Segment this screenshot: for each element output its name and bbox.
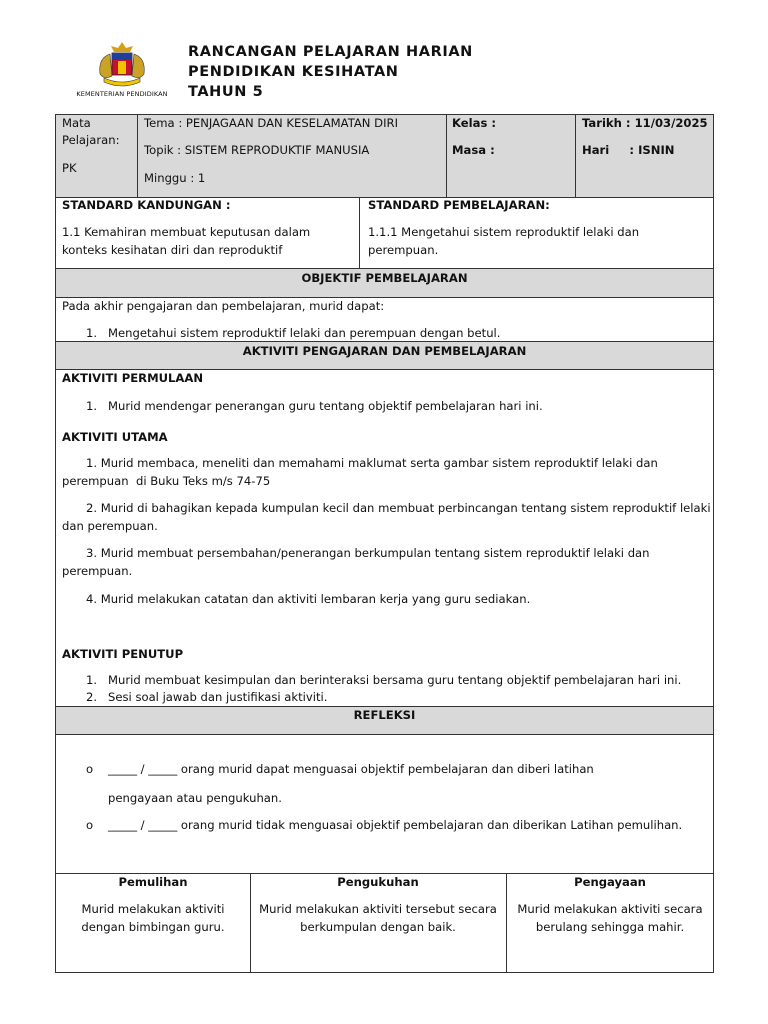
utama-item-cont: perempuan.	[62, 564, 133, 578]
minggu-text: Minggu : 1	[144, 171, 206, 185]
divider	[55, 734, 714, 735]
bullet: o	[86, 818, 94, 832]
utama-item: 2. Murid di bahagikan kepada kumpulan kecil dan membuat perbincangan tentang sistem reproduktif lelaki	[86, 501, 711, 515]
divider	[359, 197, 360, 268]
utama-item: 4. Murid melakukan catatan dan aktiviti lembaran kerja yang guru sediakan.	[86, 592, 531, 606]
pengukuhan-text: Murid melakukan aktiviti tersebut secara berkumpulan dengan baik.	[259, 902, 497, 934]
utama-item-cont: dan perempuan.	[62, 519, 158, 533]
subject-label-2: Pelajaran:	[62, 133, 120, 147]
refleksi-heading: REFLEKSI	[353, 708, 416, 722]
standard-pembelajaran-line: 1.1.1 Mengetahui sistem reproduktif lelaki dan	[368, 225, 640, 239]
hari-text: Hari : ISNIN	[582, 143, 675, 157]
standard-pembelajaran-title: STANDARD PEMBELAJARAN:	[368, 198, 550, 212]
refleksi-item-cont: pengayaan atau pengukuhan.	[108, 791, 282, 805]
list-number: 1.	[86, 399, 98, 413]
pemulihan-text: Murid melakukan aktiviti dengan bimbingan guru.	[81, 902, 225, 934]
list-number: 1.	[86, 326, 98, 340]
coat-of-arms-icon	[90, 40, 154, 90]
ministry-label: KEMENTERIAN PENDIDIKAN	[76, 90, 168, 98]
divider	[137, 114, 138, 197]
utama-item-cont: perempuan di Buku Teks m/s 74-75	[62, 474, 271, 488]
permulaan-item: Murid mendengar penerangan guru tentang objektif pembelajaran hari ini.	[108, 399, 543, 413]
ministry-logo	[68, 40, 176, 104]
tema-text: Tema : PENJAGAAN DAN KESELAMATAN DIRI	[144, 116, 398, 130]
refleksi-item: _____ / _____ orang murid tidak menguasai objektif pembelajaran dan diberikan Latihan pemulihan.	[108, 818, 683, 832]
list-number: 2.	[86, 690, 98, 704]
utama-title: AKTIVITI UTAMA	[62, 430, 168, 444]
pemulihan-title: Pemulihan	[118, 875, 188, 889]
standard-kandungan-line: konteks kesihatan diri dan reproduktif	[62, 243, 283, 257]
penutup-item: Murid membuat kesimpulan dan berinteraksi bersama guru tentang objektif pembelajaran hari ini.	[108, 673, 682, 687]
title-line-3: TAHUN 5	[188, 84, 264, 100]
objektif-intro: Pada akhir pengajaran dan pembelajaran, murid dapat:	[62, 299, 385, 313]
standard-pembelajaran-line: perempuan.	[368, 243, 439, 257]
list-number: 1.	[86, 673, 98, 687]
penutup-item: Sesi soal jawab dan justifikasi aktiviti.	[108, 690, 328, 704]
masa-label: Masa :	[452, 143, 495, 157]
divider	[55, 268, 714, 269]
pengayaan-title: Pengayaan	[574, 875, 646, 889]
page-title	[188, 42, 473, 102]
utama-item: 3. Murid membuat persembahan/penerangan berkumpulan tentang sistem reproduktif lelaki dan	[86, 546, 650, 560]
subject-label: Mata	[62, 116, 91, 130]
refleksi-item: _____ / _____ orang murid dapat menguasai objektif pembelajaran dan diberi latihan	[108, 762, 594, 776]
objektif-heading: OBJEKTIF PEMBELAJARAN	[301, 271, 468, 285]
bullet: o	[86, 762, 94, 776]
standard-kandungan-title: STANDARD KANDUNGAN :	[62, 198, 231, 212]
aktiviti-heading: AKTIVITI PENGAJARAN DAN PEMBELAJARAN	[242, 344, 527, 358]
divider	[575, 114, 576, 197]
title-line-2: PENDIDIKAN KESIHATAN	[188, 64, 399, 80]
penutup-title: AKTIVITI PENUTUP	[62, 647, 184, 661]
pengukuhan-title: Pengukuhan	[337, 875, 419, 889]
permulaan-title: AKTIVITI PERMULAAN	[62, 371, 204, 385]
utama-item: 1. Murid membaca, meneliti dan memahami maklumat serta gambar sistem reproduktif lelaki dan	[86, 456, 658, 470]
title-line-1: RANCANGAN PELAJARAN HARIAN	[188, 44, 473, 60]
objektif-item: Mengetahui sistem reproduktif lelaki dan perempuan dengan betul.	[108, 326, 501, 340]
topik-text: Topik : SISTEM REPRODUKTIF MANUSIA	[144, 143, 370, 157]
standard-kandungan-line: 1.1 Kemahiran membuat keputusan dalam	[62, 225, 311, 239]
subject-value: PK	[62, 161, 77, 175]
tarikh-text: Tarikh : 11/03/2025	[582, 116, 708, 130]
divider	[446, 114, 447, 197]
kelas-label: Kelas :	[452, 116, 497, 130]
pengayaan-text: Murid melakukan aktiviti secara berulang sehingga mahir.	[517, 902, 703, 934]
